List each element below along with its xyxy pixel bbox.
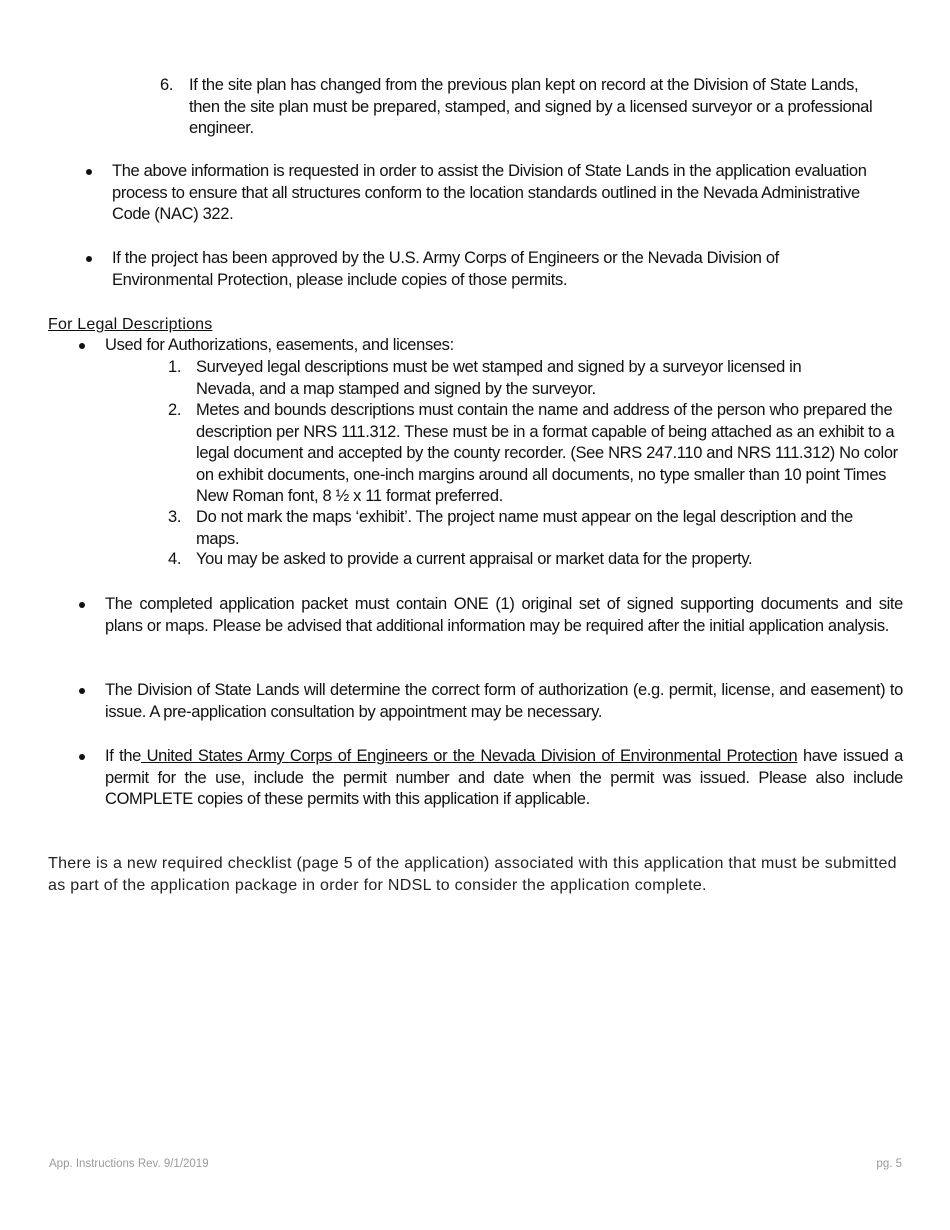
bullet-icon: [79, 754, 85, 760]
checklist-note: There is a new required checklist (page 5 of the application) associated with this application that must be submitted as part of the application package in order for NDSL to consider the application complete.: [48, 855, 897, 894]
bullet-text: [105, 746, 903, 811]
bullet-text: Used for Authorizations, easements, and licenses:: [105, 336, 454, 354]
list-item-text: You may be asked to provide a current appraisal or market data for the property.: [196, 550, 753, 568]
bullet-text: The Division of State Lands will determine the correct form of authorization (e.g. permit, license, and easement) to issue. A pre-application consultation by appointment may be necessary.: [105, 681, 903, 721]
footer-page-number: pg. 5: [876, 1158, 902, 1170]
list-item: [168, 549, 903, 571]
list-item-number: 4.: [168, 550, 182, 568]
bullet-text: The above information is requested in order to assist the Division of State Lands in the application evaluation process to ensure that all structures conform to the location standards outlined in the Nevada Administrative Code (NAC) 322.: [112, 162, 867, 223]
footer-revision: App. Instructions Rev. 9/1/2019: [49, 1158, 209, 1170]
list-item: [168, 357, 903, 401]
permit-prefix: If the: [105, 747, 141, 765]
bullet-icon: [86, 256, 92, 262]
section-heading: For Legal Descriptions: [48, 316, 213, 333]
list-item: [168, 507, 903, 551]
permit-suffix: have issued a permit for the use, include the permit number and date when the permit was issued. Please also include COMPLETE copies of these permits with this application if applicable.: [105, 747, 904, 808]
list-item-text: Metes and bounds descriptions must contain the name and address of the person who prepared the description per NRS 111.312. These must be in a format capable of being attached as an exhibit to a legal document and accepted by the county recorder. (See NRS 247.110 and NRS 111.312) No color on exhibit documents, one-inch margins around all documents, no type smaller than 10 point Times New Roman font, 8 ½ x 11 format preferred.: [196, 401, 898, 505]
bullet-item: [86, 248, 896, 292]
list-item-number: 1.: [168, 358, 182, 376]
bullet-icon: [86, 169, 92, 175]
bullet-icon: [79, 688, 85, 694]
bullet-item: [79, 746, 903, 812]
list-item: [168, 400, 903, 508]
bullet-item: [79, 594, 903, 660]
list-item-6: [160, 75, 880, 141]
bullet-icon: [79, 602, 85, 608]
bullet-item: [79, 335, 899, 357]
agency-names: United States Army Corps of Engineers or the Nevada Division of Environmental Protection: [140, 747, 798, 765]
bullet-text: If the project has been approved by the U.S. Army Corps of Engineers or the Nevada Division of Environmental Protection, please include copies of those permits.: [112, 249, 779, 289]
bullet-icon: [79, 343, 85, 349]
bullet-item: [79, 680, 903, 724]
bullet-item: [86, 161, 896, 227]
bullet-text: The completed application packet must contain ONE (1) original set of signed supporting documents and site plans or maps. Please be advised that additional information may be required after the initial application analysis.: [105, 595, 903, 635]
list-item-text: Do not mark the maps ‘exhibit’. The project name must appear on the legal description and the maps.: [196, 508, 853, 548]
list-item-number: 3.: [168, 508, 182, 526]
list-item-number: 2.: [168, 401, 182, 419]
list-item-number: 6.: [160, 76, 174, 94]
list-item-text: If the site plan has changed from the previous plan kept on record at the Division of State Lands, then the site plan must be prepared, stamped, and signed by a licensed surveyor or a professional engineer.: [189, 76, 873, 137]
list-item-text: Surveyed legal descriptions must be wet stamped and signed by a surveyor licensed in Nevada, and a map stamped and signed by the surveyor.: [196, 358, 802, 398]
